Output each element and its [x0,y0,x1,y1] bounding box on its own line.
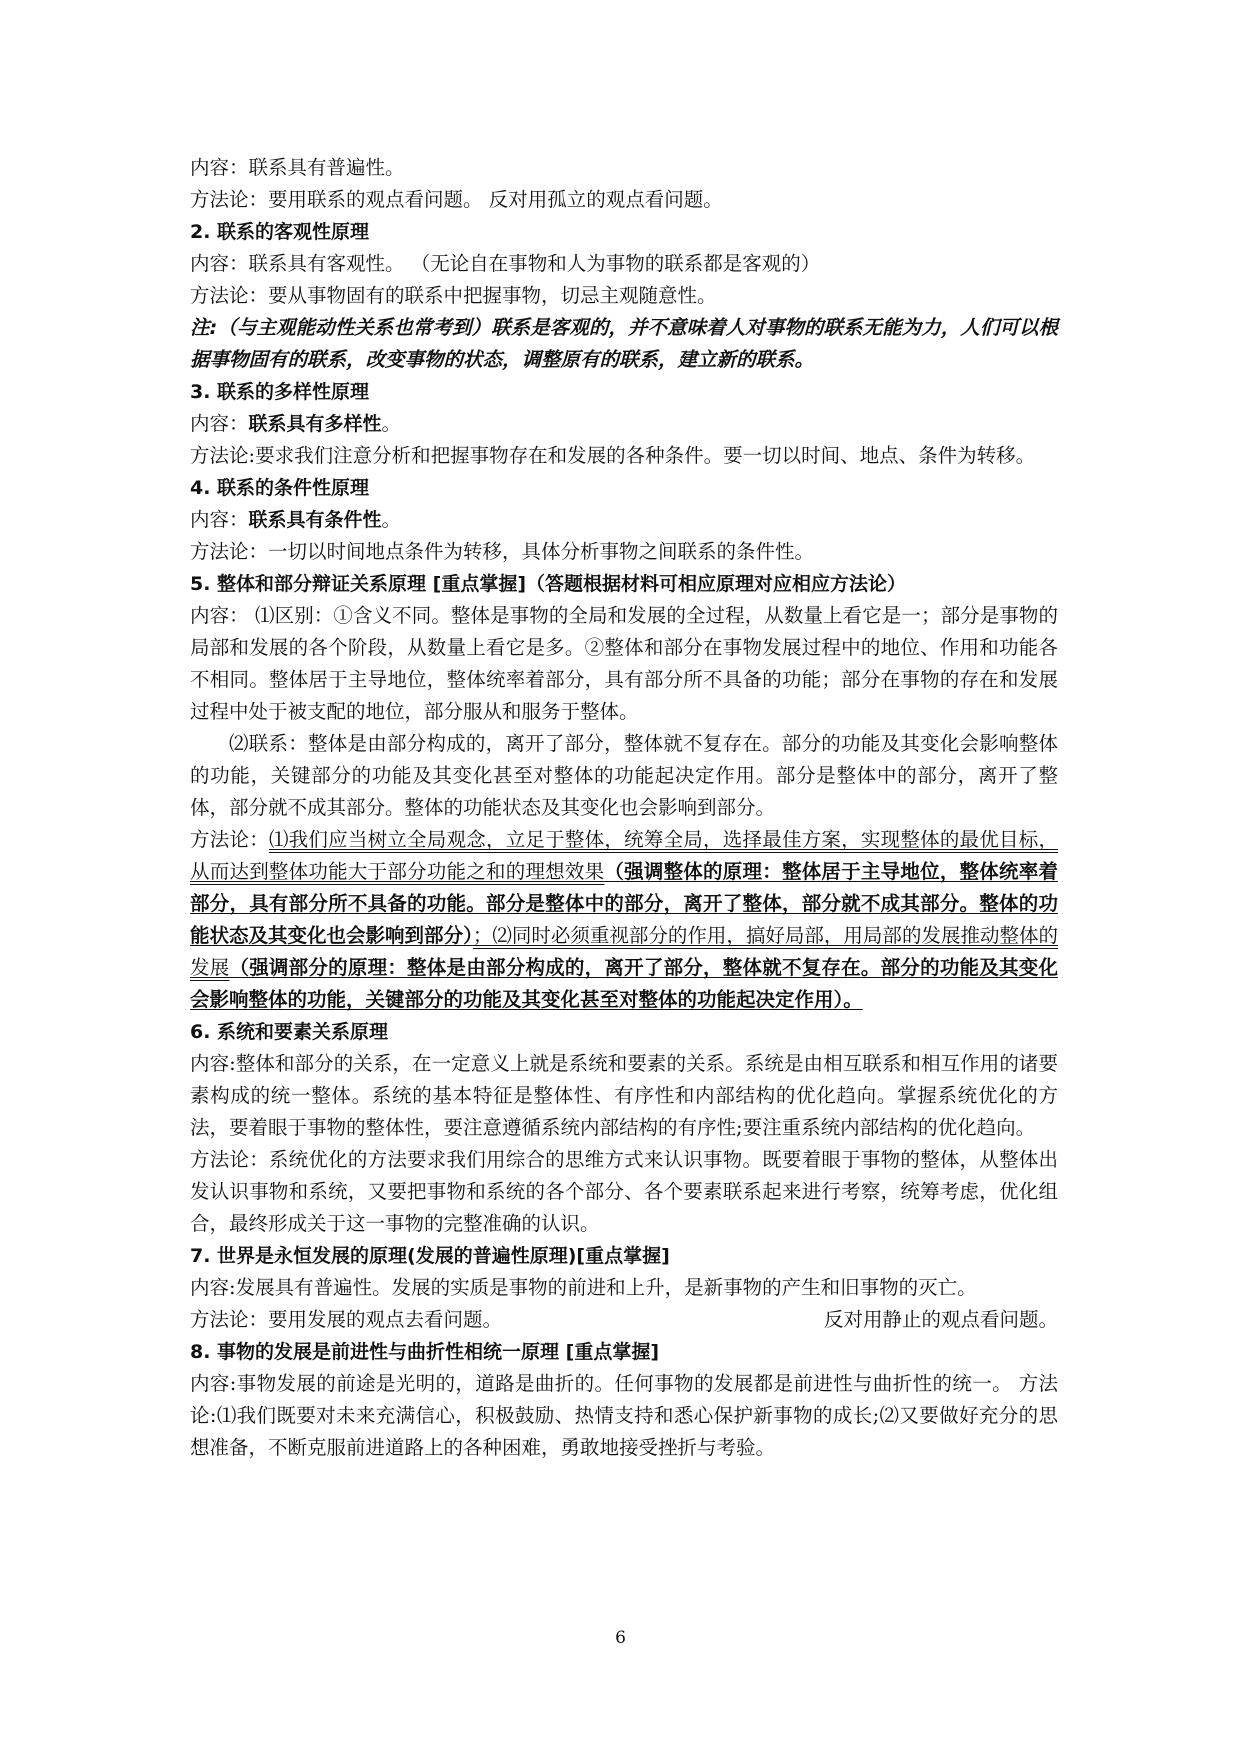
section-heading: 2. 联系的客观性原理 [190,221,370,243]
bold-underlined-text: （强调部分的原理：整体是由部分构成的，离开了部分，整体就不复存在。部分的功能及其变化会影响整体的功能，关键部分的功能及其变化甚至对整体的功能起决定作用）。 [190,956,1058,1011]
text-line: 方法论：要用联系的观点看问题。 反对用孤立的观点看问题。 [190,188,723,211]
text-line [190,1304,1058,1336]
bold-text: 联系具有多样性 [248,413,382,435]
text-right: 反对用静止的观点看问题。 [823,1308,1058,1331]
punct: 。 [381,508,402,531]
section-heading: 8. 事物的发展是前进性与曲折性相统一原理 [重点掌握] [190,1341,660,1363]
note-paragraph: 注:（与主观能动性关系也常考到）联系是客观的，并不意味着人对事物的联系无能为力，人们可以根据事物固有的联系，改变事物的状态，调整原有的联系，建立新的联系。 [190,316,1058,371]
text-line: 内容：联系具有普遍性。 [190,156,405,179]
text-left: 方法论：要用发展的观点去看问题。 [190,1308,503,1331]
page-number: 6 [615,1628,626,1648]
bold-text: 联系具有条件性 [248,509,382,531]
text-paragraph: 方法论：系统优化的方法要求我们用综合的思维方式来认识事物。既要着眼于事物的整体，从整体出发认识事物和系统，又要把事物和系统的各个部分、各个要素联系起来进行考察，统筹考虑，优化组合，最终形成关于这一事物的完整准确的认识。 [190,1148,1058,1235]
punct: 。 [381,412,402,435]
section-heading: 3. 联系的多样性原理 [190,381,370,403]
label: 内容： [190,412,249,435]
text-line: 内容：联系具有客观性。 （无论自在事物和人为事物的联系都是客观的） [190,252,821,275]
text-line [190,408,1058,440]
method-paragraph [190,824,1058,1016]
text-line: 方法论：一切以时间地点条件为转移，具体分析事物之间联系的条件性。 [190,540,815,563]
bold-underlined-text: （强调整体的原理：整体居于主导地位，整体统率着部分，具有部分所不具备的功能。部分是整体中的部分，离开了整体，部分就不成其部分。整体的功能状态及其变化也会影响到部分） [190,860,1058,947]
text-paragraph: 内容:整体和部分的关系，在一定意义上就是系统和要素的关系。系统是由相互联系和相互作用的诸要素构成的统一整体。系统的基本特征是整体性、有序性和内部结构的优化趋向。掌握系统优化的方法，要着眼于事物的整体性，要注意遵循系统内部结构的有序性;要注重系统内部结构的优化趋向。 [190,1052,1058,1139]
label: 方法论： [190,828,269,851]
label: 内容： [190,508,249,531]
text-paragraph: 内容:事物发展的前途是光明的，道路是曲折的。任何事物的发展都是前进性与曲折性的统一。 方法论:⑴我们既要对未来充满信心，积极鼓励、热情支持和悉心保护新事物的成长;⑵又要做好充分的思想准备，不断克服前进道路上的各种困难，勇敢地接受挫折与考验。 [190,1372,1058,1459]
section-heading: 7. 世界是永恒发展的原理(发展的普遍性原理)[重点掌握] [190,1245,670,1267]
text-paragraph: 方法论:要求我们注意分析和把握事物存在和发展的各种条件。要一切以时间、地点、条件为转移。 [190,444,1036,467]
text-paragraph: 内容： ⑴区别：①含义不同。整体是事物的全局和发展的全过程，从数量上看它是一；部分是事物的局部和发展的各个阶段，从数量上看它是多。②整体和部分在事物发展过程中的地位、作用和功能各不相同。整体居于主导地位，整体统率着部分，具有部分所不具备的功能；部分在事物的存在和发展过程中处于被支配的地位，部分服从和服务于整体。 [190,604,1058,723]
text-line [190,504,1058,536]
page-content [190,152,1058,1464]
section-heading: 5. 整体和部分辩证关系原理 [重点掌握]（答题根据材料可相应原理对应相应方法论） [190,573,907,595]
text-line: 内容:发展具有普遍性。发展的实质是事物的前进和上升，是新事物的产生和旧事物的灭亡。 [190,1276,977,1299]
section-heading: 6. 系统和要素关系原理 [190,1021,389,1043]
underlined-text: ；⑵同时必须重视部分的作用，搞好局部，用局部的发展推动整体的发展 [190,924,1058,979]
section-heading: 4. 联系的条件性原理 [190,477,370,499]
text-paragraph: ⑵联系：整体是由部分构成的，离开了部分，整体就不复存在。部分的功能及其变化会影响整体的功能，关键部分的功能及其变化甚至对整体的功能起决定作用。部分是整体中的部分，离开了整体，部分就不成其部分。整体的功能状态及其变化也会影响到部分。 [190,732,1058,819]
text-line: 方法论：要从事物固有的联系中把握事物，切忌主观随意性。 [190,284,717,307]
underlined-text: ⑴我们应当树立全局观念，立足于整体，统筹全局，选择最佳方案，实现整体的最优目标，从而达到整体功能大于部分功能之和的理想效果 [190,828,1058,883]
